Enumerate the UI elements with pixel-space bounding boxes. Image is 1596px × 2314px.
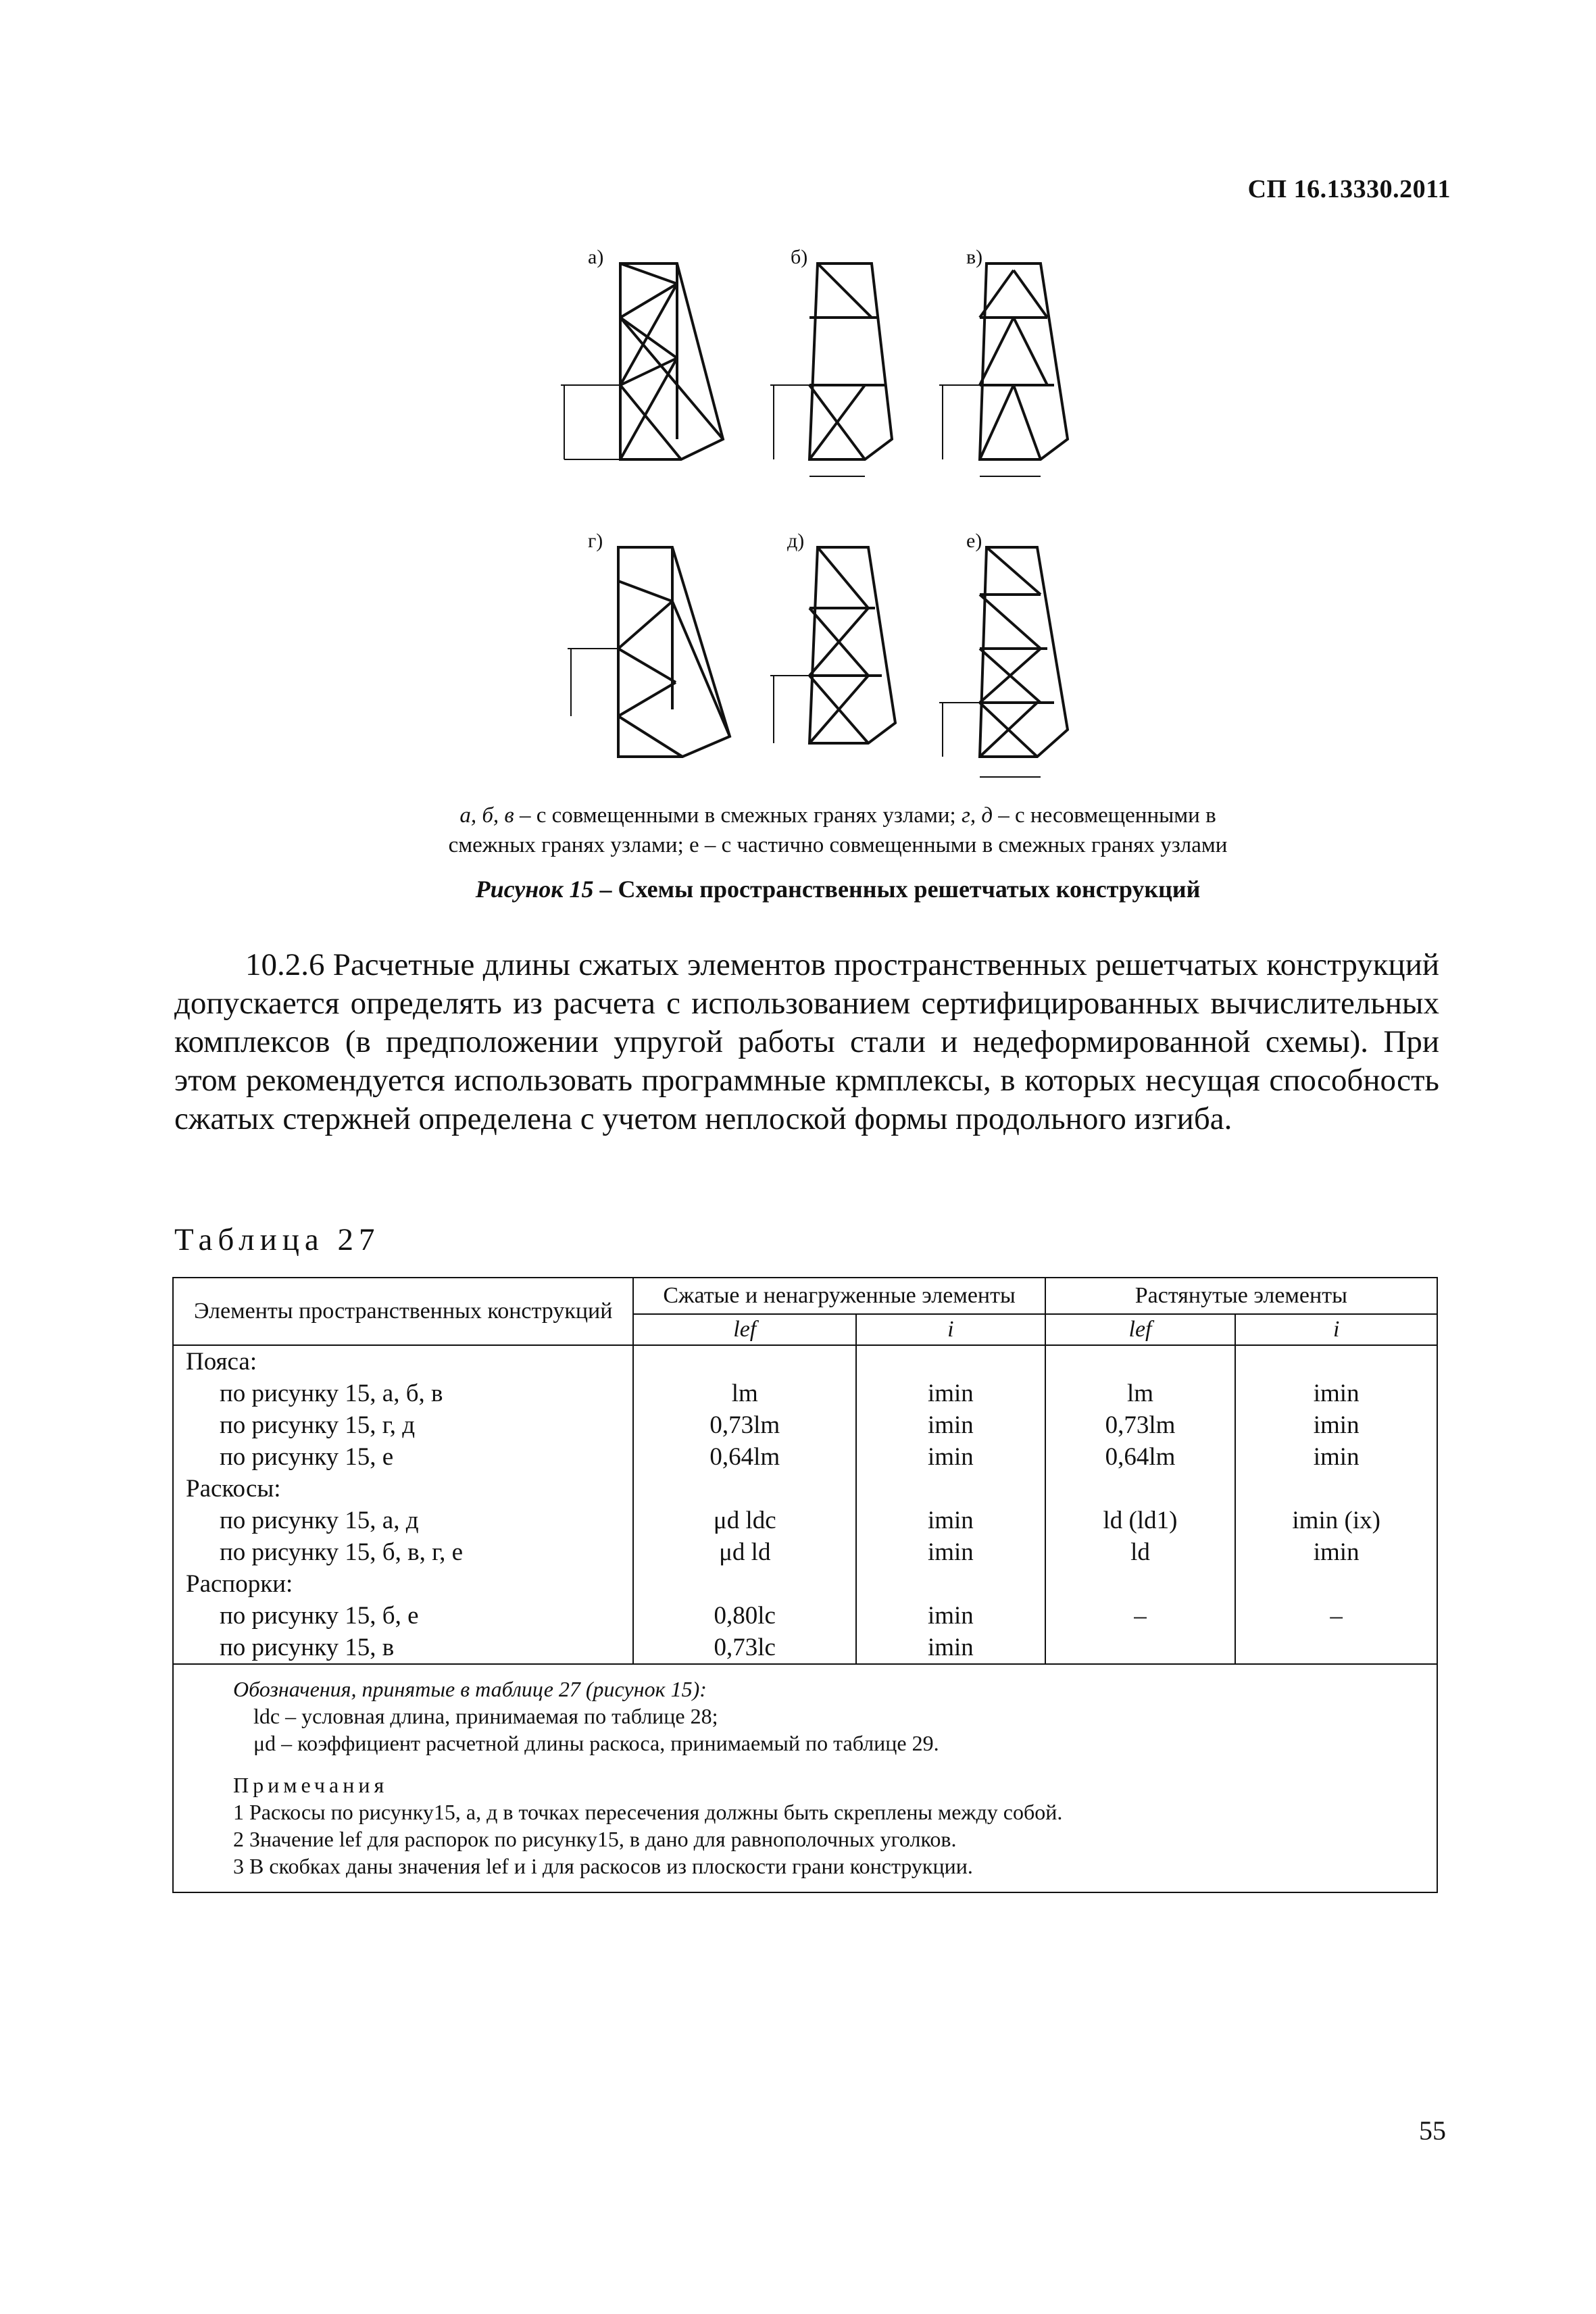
label-b: б) xyxy=(791,246,808,268)
header-elements: Элементы пространственных конструкций xyxy=(173,1278,633,1345)
header-tension: Растянутые элементы xyxy=(1045,1278,1437,1314)
scheme-e xyxy=(939,530,1068,777)
designation-mud: μd – коэффициент расчетной длины раскоса, принимаемый по таблице 29. xyxy=(253,1731,939,1755)
lattice-diagrams xyxy=(500,243,1162,804)
subheader-lef-compressed: lef xyxy=(633,1314,856,1345)
values-compressed-lef: lm 0,73lm 0,64lm μd ldc μd ld 0,80lc 0,73lc xyxy=(633,1345,856,1664)
values-tension-i: imin imin imin imin (ix) imin – xyxy=(1235,1345,1437,1664)
note-1: 1 Раскосы по рисунку15, а, д в точках пересечения должны быть скреплены между собой. xyxy=(233,1800,1063,1824)
note-2: 2 Значение lef для распорок по рисунку15, в дано для равнополочных уголков. xyxy=(233,1827,957,1851)
scheme-g xyxy=(568,530,730,757)
label-d: д) xyxy=(787,530,805,552)
designations-title: Обозначения, принятые в таблице 27 (рисунок 15): xyxy=(233,1677,707,1701)
figure-title: Рисунок 15 – Схемы пространственных решетчатых конструкций xyxy=(475,876,1201,903)
label-g: г) xyxy=(588,530,603,552)
label-a: а) xyxy=(588,246,604,268)
row-labels: Пояса: по рисунку 15, а, б, в по рисунку 15, г, д по рисунку 15, е Раскосы: по рисунку 15, а, д по рисунку 15, б, в, г, е Распорки: по рисунку 15, б, е по рисунку 15, в xyxy=(173,1345,633,1664)
values-tension-lef: lm 0,73lm 0,64lm ld (ld1) ld – xyxy=(1045,1345,1236,1664)
paragraph-10-2-6: 10.2.6 Расчетные длины сжатых элементов пространственных решетчатых конструкций допускается определять из расчета с использованием сертифицированных вычислительных комплексов (в предположении упругой работы стали и недеформированной схемы). При этом рекомендуется использовать программные крмплексы, в которых несущая способность сжатых стержней определена с учетом неплоской формы продольного изгиба. xyxy=(174,947,1439,1136)
subheader-i-compressed: i xyxy=(856,1314,1045,1345)
subheader-i-tension: i xyxy=(1235,1314,1437,1345)
scheme-b xyxy=(770,246,892,476)
scheme-v xyxy=(939,246,1068,476)
figure-15-lattice-schemes xyxy=(500,243,1162,804)
scheme-d xyxy=(770,530,895,743)
figure-legend: а, б, в – с совмещенными в смежных гранях узлами; г, д – с несовмещенными в смежных гранях узлами; е – с частично совмещенными в смежных гранях узлами xyxy=(448,803,1228,857)
table-27 xyxy=(172,1277,1438,1893)
label-v: в) xyxy=(966,246,983,268)
page-number: 55 xyxy=(1419,2115,1446,2146)
subheader-lef-tension: lef xyxy=(1045,1314,1236,1345)
notes-title: Примечания xyxy=(233,1773,389,1797)
designation-ldc: ldc – условная длина, принимаемая по таблице 28; xyxy=(253,1704,718,1728)
label-e: е) xyxy=(966,530,982,552)
note-3: 3 В скобках даны значения lef и i для раскосов из плоскости грани конструкции. xyxy=(233,1854,973,1878)
table-title: Таблица 27 xyxy=(174,1222,380,1257)
scheme-a xyxy=(561,246,723,459)
header-compressed: Сжатые и ненагруженные элементы xyxy=(633,1278,1045,1314)
table-notes xyxy=(173,1664,1437,1892)
document-code: СП 16.13330.2011 xyxy=(1247,175,1451,203)
values-compressed-i: imin imin imin imin imin imin imin xyxy=(856,1345,1045,1664)
